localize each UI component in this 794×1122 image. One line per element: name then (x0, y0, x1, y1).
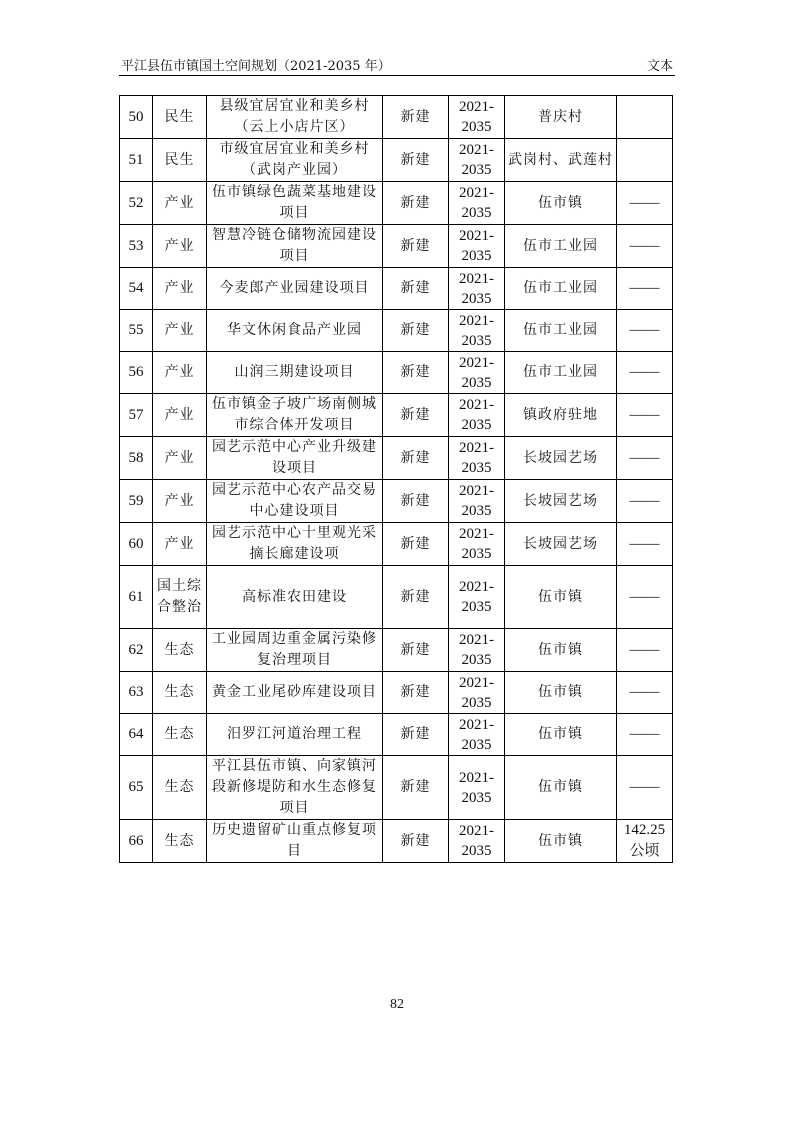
table-row (120, 629, 673, 672)
row-build-type: 新建 (383, 268, 449, 310)
row-location: 伍市工业园 (505, 225, 617, 268)
row-project-name: 市级宜居宜业和美乡村（武岗产业园） (207, 139, 383, 182)
row-location: 伍市镇 (505, 820, 617, 863)
row-build-type: 新建 (383, 352, 449, 394)
page-number: 82 (390, 997, 404, 1012)
row-project-name: 伍市镇金子坡广场南侧城市综合体开发项目 (207, 394, 383, 437)
row-build-type: 新建 (383, 225, 449, 268)
row-number: 59 (120, 480, 153, 523)
row-category: 产业 (153, 182, 207, 225)
row-number: 60 (120, 523, 153, 566)
row-project-name: 高标准农田建设 (207, 566, 383, 629)
row-note: —— (617, 566, 673, 629)
row-project-name: 今麦郎产业园建设项目 (207, 268, 383, 310)
row-number: 57 (120, 394, 153, 437)
row-note: —— (617, 672, 673, 714)
row-category: 民生 (153, 139, 207, 182)
row-project-name: 历史遗留矿山重点修复项目 (207, 820, 383, 863)
table-row (120, 310, 673, 352)
row-period: 2021-2035 (449, 714, 505, 756)
row-location: 伍市镇 (505, 182, 617, 225)
row-project-name: 平江县伍市镇、向家镇河段新修堤防和水生态修复项目 (207, 756, 383, 820)
table-row (120, 714, 673, 756)
row-period: 2021-2035 (449, 139, 505, 182)
table-row (120, 394, 673, 437)
row-note: —— (617, 352, 673, 394)
row-project-name: 园艺示范中心十里观光采摘长廊建设项 (207, 523, 383, 566)
row-category: 产业 (153, 352, 207, 394)
row-project-name: 伍市镇绿色蔬菜基地建设项目 (207, 182, 383, 225)
row-period: 2021-2035 (449, 629, 505, 672)
row-project-name: 山润三期建设项目 (207, 352, 383, 394)
row-number: 56 (120, 352, 153, 394)
row-location: 伍市工业园 (505, 310, 617, 352)
row-note: —— (617, 182, 673, 225)
table-row (120, 672, 673, 714)
table-row (120, 756, 673, 820)
row-location: 伍市工业园 (505, 268, 617, 310)
row-category: 国土综合整治 (153, 566, 207, 629)
row-period: 2021-2035 (449, 437, 505, 480)
row-category: 生态 (153, 714, 207, 756)
row-location: 伍市镇 (505, 629, 617, 672)
row-number: 61 (120, 566, 153, 629)
row-build-type: 新建 (383, 820, 449, 863)
row-note: —— (617, 394, 673, 437)
row-number: 51 (120, 139, 153, 182)
table-row (120, 96, 673, 139)
table-row (120, 820, 673, 863)
table-row (120, 225, 673, 268)
row-note: —— (617, 756, 673, 820)
row-note: —— (617, 629, 673, 672)
row-location: 伍市工业园 (505, 352, 617, 394)
row-period: 2021-2035 (449, 310, 505, 352)
header-title: 平江县伍市镇国土空间规划（2021-2035 年） (121, 59, 391, 74)
header-divider (119, 75, 675, 76)
row-location: 长坡园艺场 (505, 437, 617, 480)
row-number: 66 (120, 820, 153, 863)
row-note: 142.25公顷 (617, 820, 673, 863)
row-location: 长坡园艺场 (505, 480, 617, 523)
row-project-name: 华文休闲食品产业园 (207, 310, 383, 352)
row-build-type: 新建 (383, 672, 449, 714)
row-category: 产业 (153, 268, 207, 310)
table-row (120, 480, 673, 523)
row-build-type: 新建 (383, 310, 449, 352)
row-location: 武岗村、武莲村 (505, 139, 617, 182)
table-row (120, 268, 673, 310)
table-row (120, 523, 673, 566)
project-table (119, 95, 673, 863)
row-project-name: 智慧冷链仓储物流园建设项目 (207, 225, 383, 268)
row-period: 2021-2035 (449, 672, 505, 714)
row-note: —— (617, 523, 673, 566)
row-period: 2021-2035 (449, 352, 505, 394)
row-number: 62 (120, 629, 153, 672)
row-category: 民生 (153, 96, 207, 139)
row-project-name: 黄金工业尾砂库建设项目 (207, 672, 383, 714)
row-number: 63 (120, 672, 153, 714)
row-project-name: 县级宜居宜业和美乡村（云上小店片区） (207, 96, 383, 139)
row-build-type: 新建 (383, 96, 449, 139)
row-location: 伍市镇 (505, 756, 617, 820)
table-row (120, 139, 673, 182)
row-build-type: 新建 (383, 480, 449, 523)
row-period: 2021-2035 (449, 225, 505, 268)
row-category: 生态 (153, 820, 207, 863)
row-period: 2021-2035 (449, 566, 505, 629)
row-build-type: 新建 (383, 756, 449, 820)
row-note (617, 139, 673, 182)
row-period: 2021-2035 (449, 394, 505, 437)
row-location: 伍市镇 (505, 672, 617, 714)
row-number: 54 (120, 268, 153, 310)
row-category: 生态 (153, 756, 207, 820)
row-number: 55 (120, 310, 153, 352)
row-period: 2021-2035 (449, 523, 505, 566)
row-period: 2021-2035 (449, 96, 505, 139)
row-category: 生态 (153, 672, 207, 714)
row-project-name: 工业园周边重金属污染修复治理项目 (207, 629, 383, 672)
row-category: 产业 (153, 310, 207, 352)
row-location: 伍市镇 (505, 566, 617, 629)
row-category: 产业 (153, 480, 207, 523)
row-number: 58 (120, 437, 153, 480)
row-category: 产业 (153, 394, 207, 437)
row-build-type: 新建 (383, 629, 449, 672)
row-category: 生态 (153, 629, 207, 672)
row-project-name: 园艺示范中心农产品交易中心建设项目 (207, 480, 383, 523)
row-build-type: 新建 (383, 566, 449, 629)
row-note (617, 96, 673, 139)
project-table-body (120, 96, 673, 863)
row-note: —— (617, 714, 673, 756)
header-section: 文本 (646, 59, 673, 74)
row-build-type: 新建 (383, 523, 449, 566)
row-period: 2021-2035 (449, 182, 505, 225)
row-number: 50 (120, 96, 153, 139)
row-build-type: 新建 (383, 182, 449, 225)
table-row (120, 352, 673, 394)
row-location: 镇政府驻地 (505, 394, 617, 437)
row-project-name: 汨罗江河道治理工程 (207, 714, 383, 756)
table-row (120, 182, 673, 225)
row-number: 53 (120, 225, 153, 268)
row-category: 产业 (153, 225, 207, 268)
row-note: —— (617, 225, 673, 268)
row-note: —— (617, 480, 673, 523)
row-project-name: 园艺示范中心产业升级建设项目 (207, 437, 383, 480)
row-note: —— (617, 437, 673, 480)
table-row (120, 566, 673, 629)
row-category: 产业 (153, 523, 207, 566)
row-location: 伍市镇 (505, 714, 617, 756)
row-category: 产业 (153, 437, 207, 480)
row-note: —— (617, 268, 673, 310)
table-row (120, 437, 673, 480)
row-build-type: 新建 (383, 714, 449, 756)
row-location: 长坡园艺场 (505, 523, 617, 566)
row-period: 2021-2035 (449, 820, 505, 863)
row-build-type: 新建 (383, 437, 449, 480)
row-period: 2021-2035 (449, 756, 505, 820)
row-period: 2021-2035 (449, 480, 505, 523)
row-number: 52 (120, 182, 153, 225)
row-note: —— (617, 310, 673, 352)
row-build-type: 新建 (383, 394, 449, 437)
row-period: 2021-2035 (449, 268, 505, 310)
row-location: 普庆村 (505, 96, 617, 139)
row-build-type: 新建 (383, 139, 449, 182)
row-number: 64 (120, 714, 153, 756)
row-number: 65 (120, 756, 153, 820)
